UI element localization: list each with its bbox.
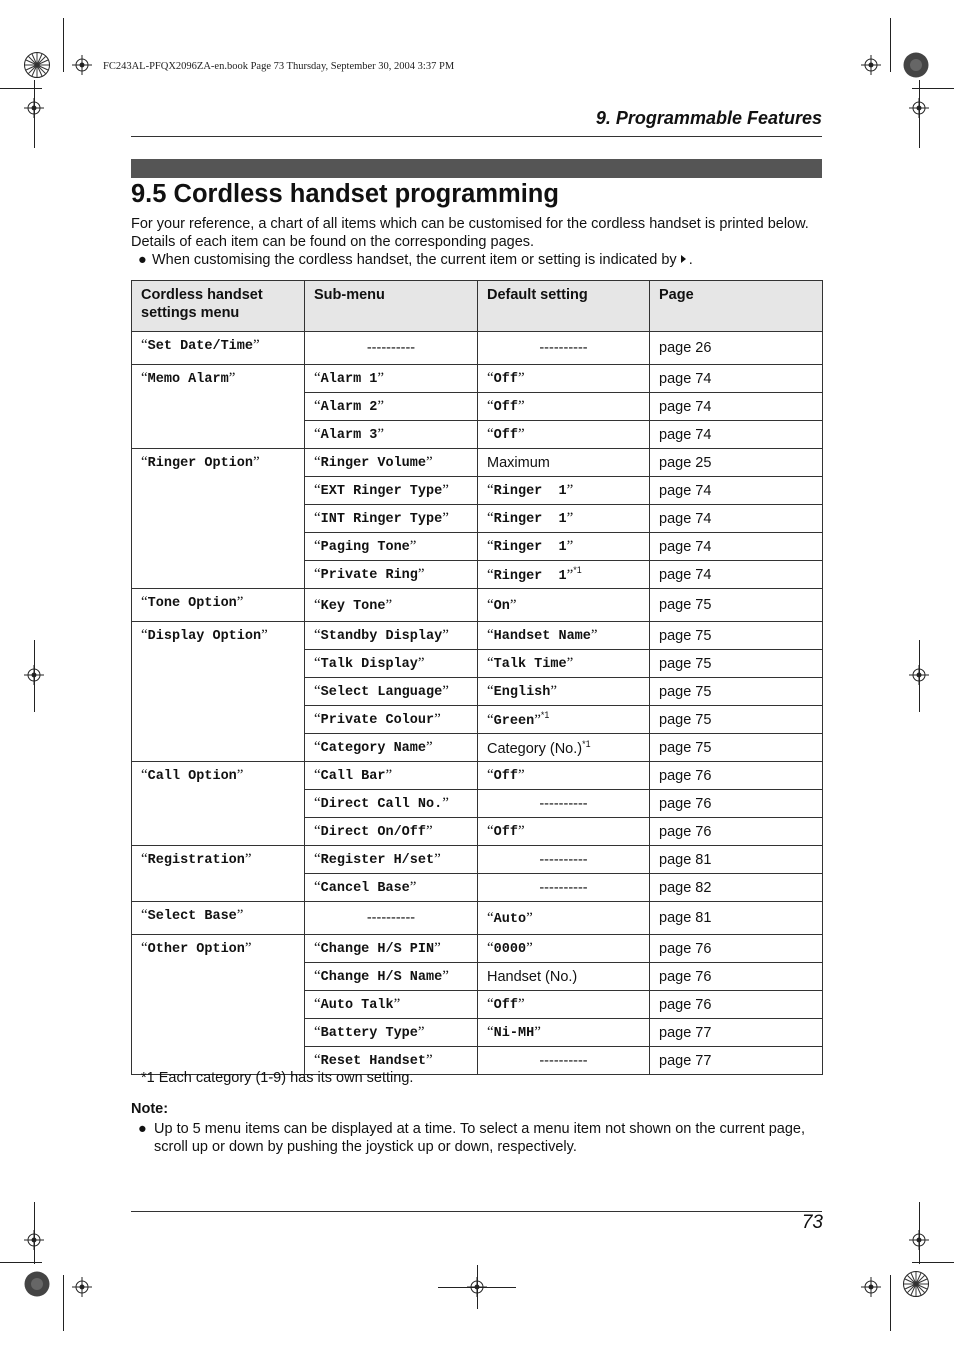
default-cell: “Off” — [478, 762, 650, 790]
submenu-cell: “Select Language” — [305, 678, 478, 706]
page-cell: page 75 — [650, 678, 823, 706]
menu-cell: “Memo Alarm” — [132, 365, 305, 449]
submenu-cell: “Private Colour” — [305, 706, 478, 734]
default-cell: ---------- — [478, 790, 650, 818]
page-cell: page 82 — [650, 874, 823, 902]
submenu-cell: “Direct On/Off” — [305, 818, 478, 846]
color-rosette-top-right — [903, 52, 929, 78]
page-cell: page 76 — [650, 935, 823, 963]
color-rosette-top-left — [24, 52, 50, 78]
submenu-cell: “Direct Call No.” — [305, 790, 478, 818]
default-cell: “Handset Name” — [478, 622, 650, 650]
default-cell: “Ringer 1” — [478, 477, 650, 505]
submenu-cell: “Auto Talk” — [305, 991, 478, 1019]
page-cell: page 81 — [650, 902, 823, 935]
page-cell: page 74 — [650, 421, 823, 449]
default-cell: “Off” — [478, 818, 650, 846]
menu-cell: “Call Option” — [132, 762, 305, 846]
footnote-ref: *1 — [582, 738, 591, 749]
default-cell: “Off” — [478, 393, 650, 421]
submenu-cell: “Register H/set” — [305, 846, 478, 874]
submenu-cell: “Paging Tone” — [305, 533, 478, 561]
submenu-cell: “EXT Ringer Type” — [305, 477, 478, 505]
submenu-cell: “Call Bar” — [305, 762, 478, 790]
page-cell: page 75 — [650, 706, 823, 734]
menu-cell: “Set Date/Time” — [132, 332, 305, 365]
submenu-cell: “Alarm 3” — [305, 421, 478, 449]
table-row — [132, 762, 823, 790]
default-cell: “Ni-MH” — [478, 1019, 650, 1047]
table-row — [132, 935, 823, 963]
default-cell: “0000” — [478, 935, 650, 963]
default-cell: Handset (No.) — [478, 963, 650, 991]
default-cell: “Off” — [478, 991, 650, 1019]
bullet-text: When customising the cordless handset, the current item or setting is indicated by — [152, 252, 677, 268]
page-cell: page 74 — [650, 365, 823, 393]
submenu-cell: “Private Ring” — [305, 561, 478, 589]
submenu-cell: “Alarm 2” — [305, 393, 478, 421]
color-rosette-bottom-left — [24, 1271, 50, 1297]
menu-cell: “Registration” — [132, 846, 305, 902]
page-cell: page 77 — [650, 1019, 823, 1047]
page-cell: page 81 — [650, 846, 823, 874]
submenu-cell: ---------- — [305, 332, 478, 365]
page-cell: page 75 — [650, 589, 823, 622]
footnote-ref: *1 — [540, 710, 550, 721]
submenu-cell: “Alarm 1” — [305, 365, 478, 393]
column-header: Default setting — [478, 281, 650, 332]
default-cell: “English” — [478, 678, 650, 706]
default-cell: “Auto” — [478, 902, 650, 935]
submenu-cell: ---------- — [305, 902, 478, 935]
registration-mark-icon — [72, 55, 92, 75]
section-bar — [131, 159, 822, 178]
default-cell: “Green”$^{*1}$ — [478, 706, 650, 734]
table-row — [132, 332, 823, 365]
footnote-ref: *1 — [573, 565, 582, 576]
submenu-cell: “INT Ringer Type” — [305, 505, 478, 533]
settings-table — [131, 280, 823, 1075]
menu-cell: “Ringer Option” — [132, 449, 305, 589]
page-title: 9.5 Cordless handset programming — [131, 180, 559, 208]
submenu-cell: “Change H/S Name” — [305, 963, 478, 991]
page-cell: page 76 — [650, 790, 823, 818]
page-cell: page 76 — [650, 991, 823, 1019]
section-header: 9. Programmable Features — [595, 108, 822, 128]
default-cell: ---------- — [478, 846, 650, 874]
menu-cell: “Display Option” — [132, 622, 305, 762]
page-cell: page 74 — [650, 505, 823, 533]
default-cell: Maximum — [478, 449, 650, 477]
page-cell: page 76 — [650, 762, 823, 790]
submenu-cell: “Change H/S PIN” — [305, 935, 478, 963]
submenu-cell: “Ringer Volume” — [305, 449, 478, 477]
registration-mark-icon — [861, 55, 881, 75]
page-cell: page 76 — [650, 963, 823, 991]
page-cell: page 74 — [650, 393, 823, 421]
table-body — [132, 332, 823, 1075]
default-cell: ---------- — [478, 332, 650, 365]
table-row — [132, 365, 823, 393]
table-row — [132, 902, 823, 935]
bullet-icon: ● — [138, 252, 147, 268]
table-row — [132, 622, 823, 650]
page-cell: page 26 — [650, 332, 823, 365]
header-rule — [131, 136, 822, 137]
page-cell: page 77 — [650, 1047, 823, 1075]
footer-rule — [131, 1211, 822, 1212]
default-cell: “On” — [478, 589, 650, 622]
default-cell: “Ringer 1” — [478, 533, 650, 561]
page-cell: page 74 — [650, 477, 823, 505]
table-row — [132, 589, 823, 622]
menu-cell: “Select Base” — [132, 902, 305, 935]
default-cell: ---------- — [478, 874, 650, 902]
default-cell: “Off” — [478, 365, 650, 393]
column-header: Page — [650, 281, 823, 332]
bullet-icon: ● — [138, 1121, 147, 1137]
submenu-cell: “Cancel Base” — [305, 874, 478, 902]
default-cell: “Talk Time” — [478, 650, 650, 678]
submenu-cell: “Key Tone” — [305, 589, 478, 622]
submenu-cell: “Battery Type” — [305, 1019, 478, 1047]
note-bullet — [138, 1120, 822, 1156]
column-header: Sub-menu — [305, 281, 478, 332]
page-cell: page 74 — [650, 533, 823, 561]
submenu-cell: “Talk Display” — [305, 650, 478, 678]
menu-cell: “Other Option” — [132, 935, 305, 1075]
footnote: *1 Each category (1-9) has its own setting. — [141, 1070, 414, 1086]
bullet-end: . — [688, 252, 693, 268]
column-header: Cordless handset settings menu — [132, 281, 305, 332]
intro-text: For your reference, a chart of all items which can be customised for the cordless handset is printed below. Details of each item can be found on the corresponding pages. — [131, 216, 809, 250]
table-header-row — [132, 281, 823, 332]
submenu-cell: “Category Name” — [305, 734, 478, 762]
color-rosette-bottom-right — [903, 1271, 929, 1297]
page-cell: page 75 — [650, 650, 823, 678]
page-cell: page 75 — [650, 622, 823, 650]
registration-mark-icon — [72, 1277, 92, 1297]
table-row — [132, 449, 823, 477]
default-cell: “Off” — [478, 421, 650, 449]
note-label: Note: — [131, 1101, 169, 1117]
submenu-cell: “Reset Handset” — [305, 1047, 478, 1075]
default-cell: Category $(No.)^{*1}$ — [478, 734, 650, 762]
page-cell: page 74 — [650, 561, 823, 589]
submenu-cell: “Standby Display” — [305, 622, 478, 650]
intro-bullet — [138, 252, 693, 268]
default-cell: “Ringer 1” — [478, 505, 650, 533]
page-number: 73 — [801, 1212, 823, 1233]
page-cell: page 75 — [650, 734, 823, 762]
table-row — [132, 846, 823, 874]
page-cell: page 76 — [650, 818, 823, 846]
default-cell: “Ringer 1”$^{*1}$ — [478, 561, 650, 589]
print-info-line: FC243AL-PFQX2096ZA-en.book Page 73 Thursday, September 30, 2004 3:37 PM — [103, 61, 455, 72]
note-text: Up to 5 menu items can be displayed at a time. To select a menu item not shown on the current page, scroll up or down by pushing the joystick up or down, respectively. — [154, 1121, 805, 1155]
registration-mark-icon — [861, 1277, 881, 1297]
menu-cell: “Tone Option” — [132, 589, 305, 622]
page-cell: page 25 — [650, 449, 823, 477]
default-cell: ---------- — [478, 1047, 650, 1075]
current-item-triangle-icon — [681, 255, 686, 263]
